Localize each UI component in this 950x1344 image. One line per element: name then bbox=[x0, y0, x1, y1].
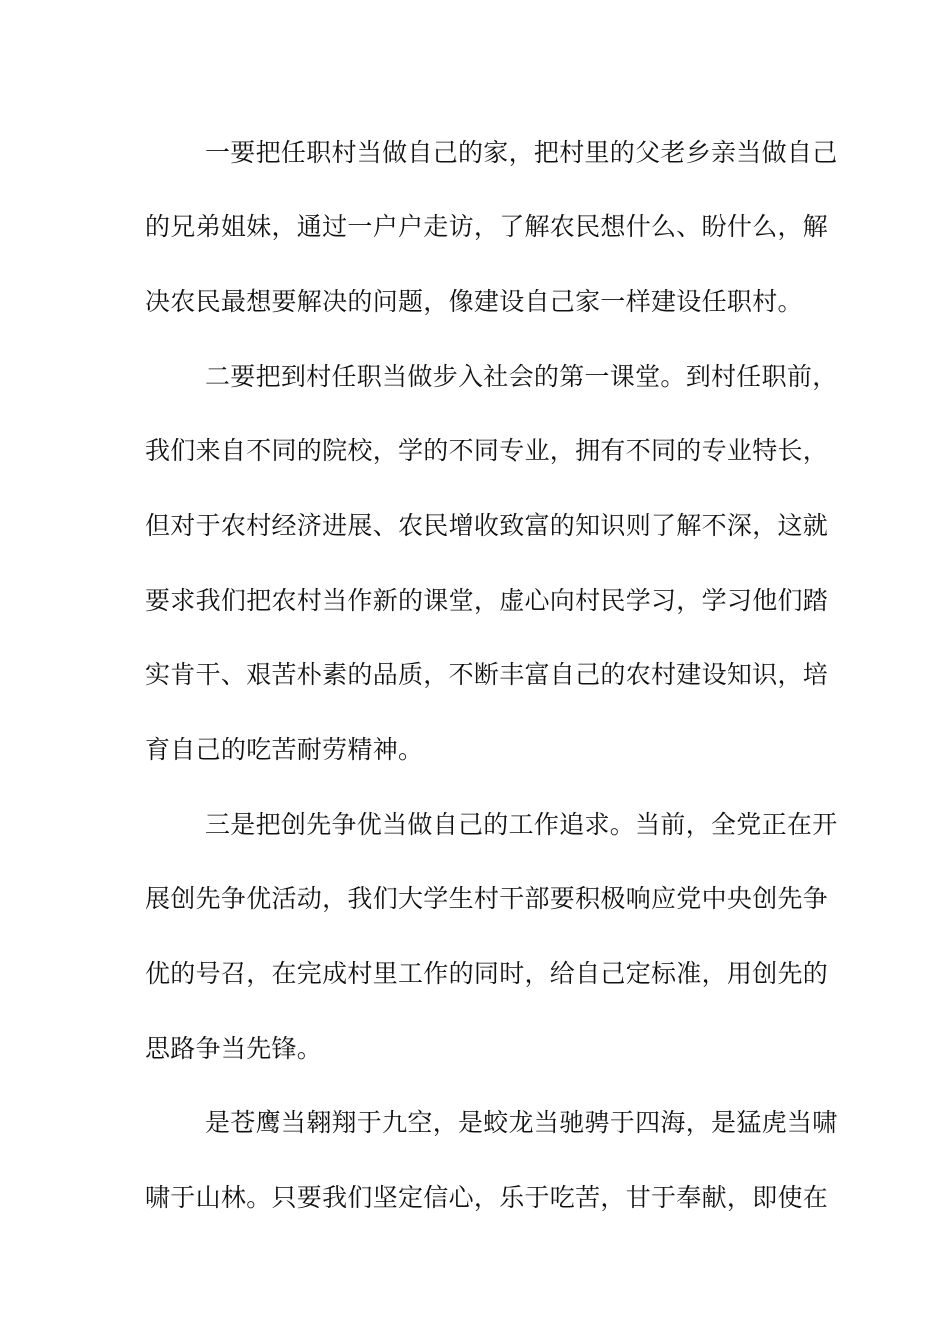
paragraph-2-line-6: 育自己的吃苦耐劳精神。 bbox=[145, 735, 424, 764]
paragraph-2-line-2: 我们来自不同的院校，学的不同专业，拥有不同的专业特长， bbox=[145, 436, 829, 465]
paragraph-2-line-3: 但对于农村经济进展、农民增收致富的知识则了解不深，这就 bbox=[145, 511, 829, 540]
paragraph-4-line-2: 啸于山林。只要我们坚定信心，乐于吃苦，甘于奉献，即使在 bbox=[145, 1183, 829, 1212]
paragraph-1-line-3: 决农民最想要解决的问题，像建设自己家一样建设任职村。 bbox=[145, 287, 803, 316]
paragraph-3-line-4: 思路争当先锋。 bbox=[145, 1034, 323, 1063]
paragraph-2-line-1: 二要把到村任职当做步入社会的第一课堂。到村任职前， bbox=[205, 362, 838, 391]
paragraph-3-line-2: 展创先争优活动，我们大学生村干部要积极响应党中央创先争 bbox=[145, 884, 829, 913]
paragraph-2-line-5: 实肯干、艰苦朴素的品质，不断丰富自己的农村建设知识，培 bbox=[145, 660, 829, 689]
paragraph-1-line-2: 的兄弟姐妹，通过一户户走访，了解农民想什么、盼什么，解 bbox=[145, 212, 829, 241]
paragraph-3-line-3: 优的号召，在完成村里工作的同时，给自己定标准，用创先的 bbox=[145, 959, 829, 988]
paragraph-4-line-1: 是苍鹰当翱翔于九空，是蛟龙当驰骋于四海，是猛虎当啸 bbox=[205, 1108, 838, 1137]
paragraph-2-line-4: 要求我们把农村当作新的课堂，虚心向村民学习，学习他们踏 bbox=[145, 586, 829, 615]
paragraph-3-line-1: 三是把创先争优当做自己的工作追求。当前，全党正在开 bbox=[205, 810, 838, 839]
paragraph-1-line-1: 一要把任职村当做自己的家，把村里的父老乡亲当做自己 bbox=[205, 138, 838, 167]
